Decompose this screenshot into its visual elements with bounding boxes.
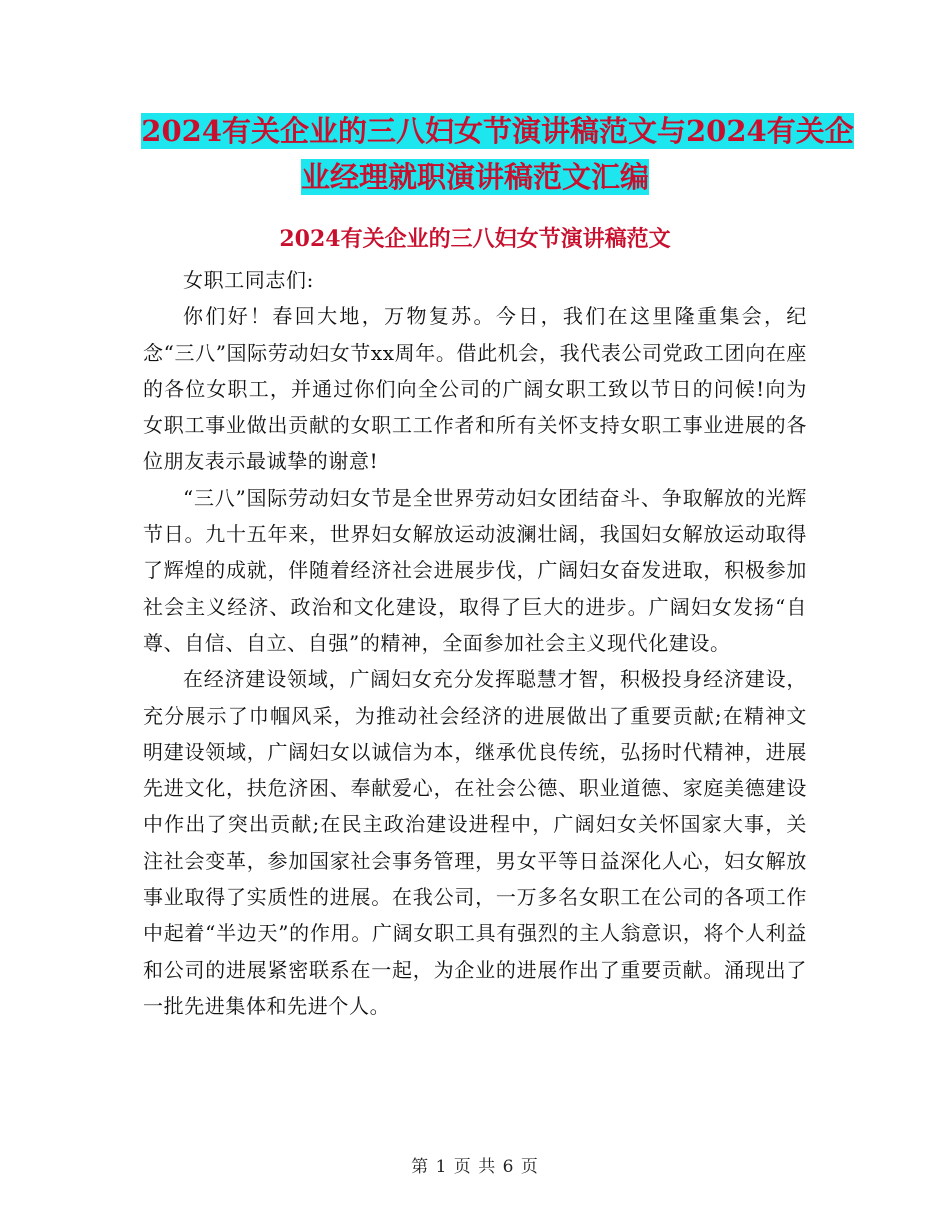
paragraph-greeting: 女职工同志们: <box>183 268 314 292</box>
document-body <box>143 262 807 1024</box>
document-title-line-1: 2024有关企业的三八妇女节演讲稿范文与2024有关企 <box>141 114 854 148</box>
page-footer: 第 1 页 共 6 页 <box>411 1157 539 1177</box>
paragraph: 你们好！春回大地，万物复苏。今日，我们在这里隆重集会，纪念“三八”国际劳动妇女节xx周年。借此机会，我代表公司党政工团向在座的各位女职工，并通过你们向全公司的广阔女职工致以节日的问候!向为女职工事业做出贡献的女职工工作者和所有关怀支持女职工事业进展的各位朋友表示最诚挚的谢意! <box>143 304 807 474</box>
paragraph: 在经济建设领域，广阔妇女充分发挥聪慧才智，积极投身经济建设，充分展示了巾帼风采，为推动社会经济的进展做出了重要贡献;在精神文明建设领域，广阔妇女以诚信为本，继承优良传统，弘扬时代精神，进展先进文化，扶危济困、奉献爱心，在社会公德、职业道德、家庭美德建设中作出了突出贡献;在民主政治建设进程中，广阔妇女关怀国家大事，关注社会变革，参加国家社会事务管理，男女平等日益深化人心，妇女解放事业取得了实质性的进展。在我公司，一万多名女职工在公司的各项工作中起着“半边天”的作用。广阔女职工具有强烈的主人翁意识，将个人利益和公司的进展紧密联系在一起，为企业的进展作出了重要贡献。涌现出了一批先进集体和先进个人。 <box>143 667 807 1018</box>
paragraph: “三八”国际劳动妇女节是全世界劳动妇女团结奋斗、争取解放的光辉节日。九十五年来，世界妇女解放运动波澜壮阔，我国妇女解放运动取得了辉煌的成就，伴随着经济社会进展步伐，广阔妇女奋发进取，积极参加社会主义经济、政治和文化建设，取得了巨大的进步。广阔妇女发扬“自尊、自信、自立、自强”的精神，全面参加社会主义现代化建设。 <box>143 485 807 655</box>
document-title <box>0 108 950 200</box>
section-title: 2024有关企业的三八妇女节演讲稿范文 <box>279 226 671 252</box>
document-title-line-2: 业经理就职演讲稿范文汇编 <box>300 160 649 194</box>
